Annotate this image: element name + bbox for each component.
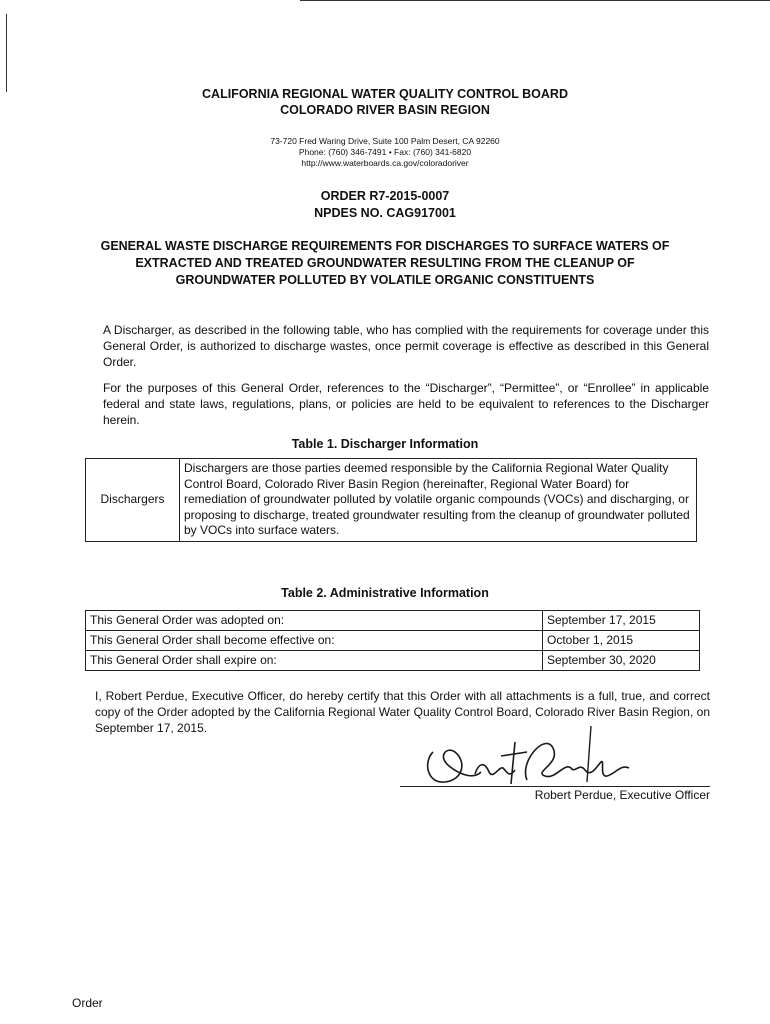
address-phone: Phone: (760) 346-7491 • Fax: (760) 341-6820: [298, 147, 472, 157]
adopted-date: September 17, 2015: [543, 611, 700, 631]
page-footer: Order: [72, 996, 103, 1010]
title-line-2: EXTRACTED AND TREATED GROUNDWATER RESULTING FROM THE CLEANUP OF: [135, 256, 635, 270]
table2-caption: Table 2. Administrative Information: [281, 586, 489, 600]
table1-caption: Table 1. Discharger Information: [291, 437, 479, 451]
expire-label: This General Order shall expire on:: [86, 651, 543, 671]
order-number: ORDER R7-2015-0007: [320, 189, 450, 203]
table-row: [86, 611, 700, 631]
handwritten-signature: [415, 722, 655, 794]
expire-date: September 30, 2020: [543, 651, 700, 671]
agency-header: [0, 86, 770, 118]
scan-edge-line: [300, 0, 770, 1]
signatory-name: Robert Perdue, Executive Officer: [534, 788, 710, 802]
table-row: [86, 631, 700, 651]
signature-line: [400, 786, 710, 787]
general-order-title: [0, 238, 770, 289]
address-street: 73-720 Fred Waring Drive, Suite 100 Palm Desert, CA 92260: [270, 136, 500, 146]
title-line-1: GENERAL WASTE DISCHARGE REQUIREMENTS FOR DISCHARGES TO SURFACE WATERS OF: [100, 239, 670, 253]
table-row: [86, 651, 700, 671]
definitions-paragraph: For the purposes of this General Order, references to the “Discharger”, “Permittee”, or “Enrollee” in applicable federal and state laws, regulations, plans, or policies are held to be equivalent to references to the Discharger herein.: [103, 381, 709, 427]
npdes-number: NPDES NO. CAG917001: [314, 206, 456, 220]
order-block: [0, 188, 770, 222]
discharger-description-cell: Dischargers are those parties deemed responsible by the California Regional Water Quality Control Board, Colorado River Basin Region (hereinafter, Regional Water Board) for remediation of groundwater polluted by volatile organic compounds (VOCs) and discharging, or proposing to discharge, treated groundwater resulting from the cleanup of groundwater polluted by VOCs into surface waters.: [180, 459, 697, 542]
administrative-info-table: [85, 610, 700, 671]
agency-region: COLORADO RIVER BASIN REGION: [280, 103, 490, 117]
effective-label: This General Order shall become effective on:: [86, 631, 543, 651]
adopted-label: This General Order was adopted on:: [86, 611, 543, 631]
effective-date: October 1, 2015: [543, 631, 700, 651]
agency-name: CALIFORNIA REGIONAL WATER QUALITY CONTROL BOARD: [202, 87, 568, 101]
intro-paragraph: A Discharger, as described in the following table, who has complied with the requirements for coverage under this General Order, is authorized to discharge wastes, once permit coverage is effective as described in this General Order.: [103, 323, 709, 369]
agency-address: [0, 136, 770, 169]
scan-edge-mark: [6, 14, 7, 92]
address-url: http://www.waterboards.ca.gov/coloradoriver: [301, 158, 469, 168]
discharger-info-table: [85, 458, 697, 542]
table-row: [86, 459, 697, 542]
title-line-3: GROUNDWATER POLLUTED BY VOLATILE ORGANIC CONSTITUENTS: [175, 273, 595, 287]
certification-paragraph: I, Robert Perdue, Executive Officer, do hereby certify that this Order with all attachments is a full, true, and correct copy of the Order adopted by the California Regional Water Quality Control Board, Colorado River Basin Region, on September 17, 2015.: [95, 689, 710, 735]
discharger-label-cell: Dischargers: [86, 459, 180, 542]
